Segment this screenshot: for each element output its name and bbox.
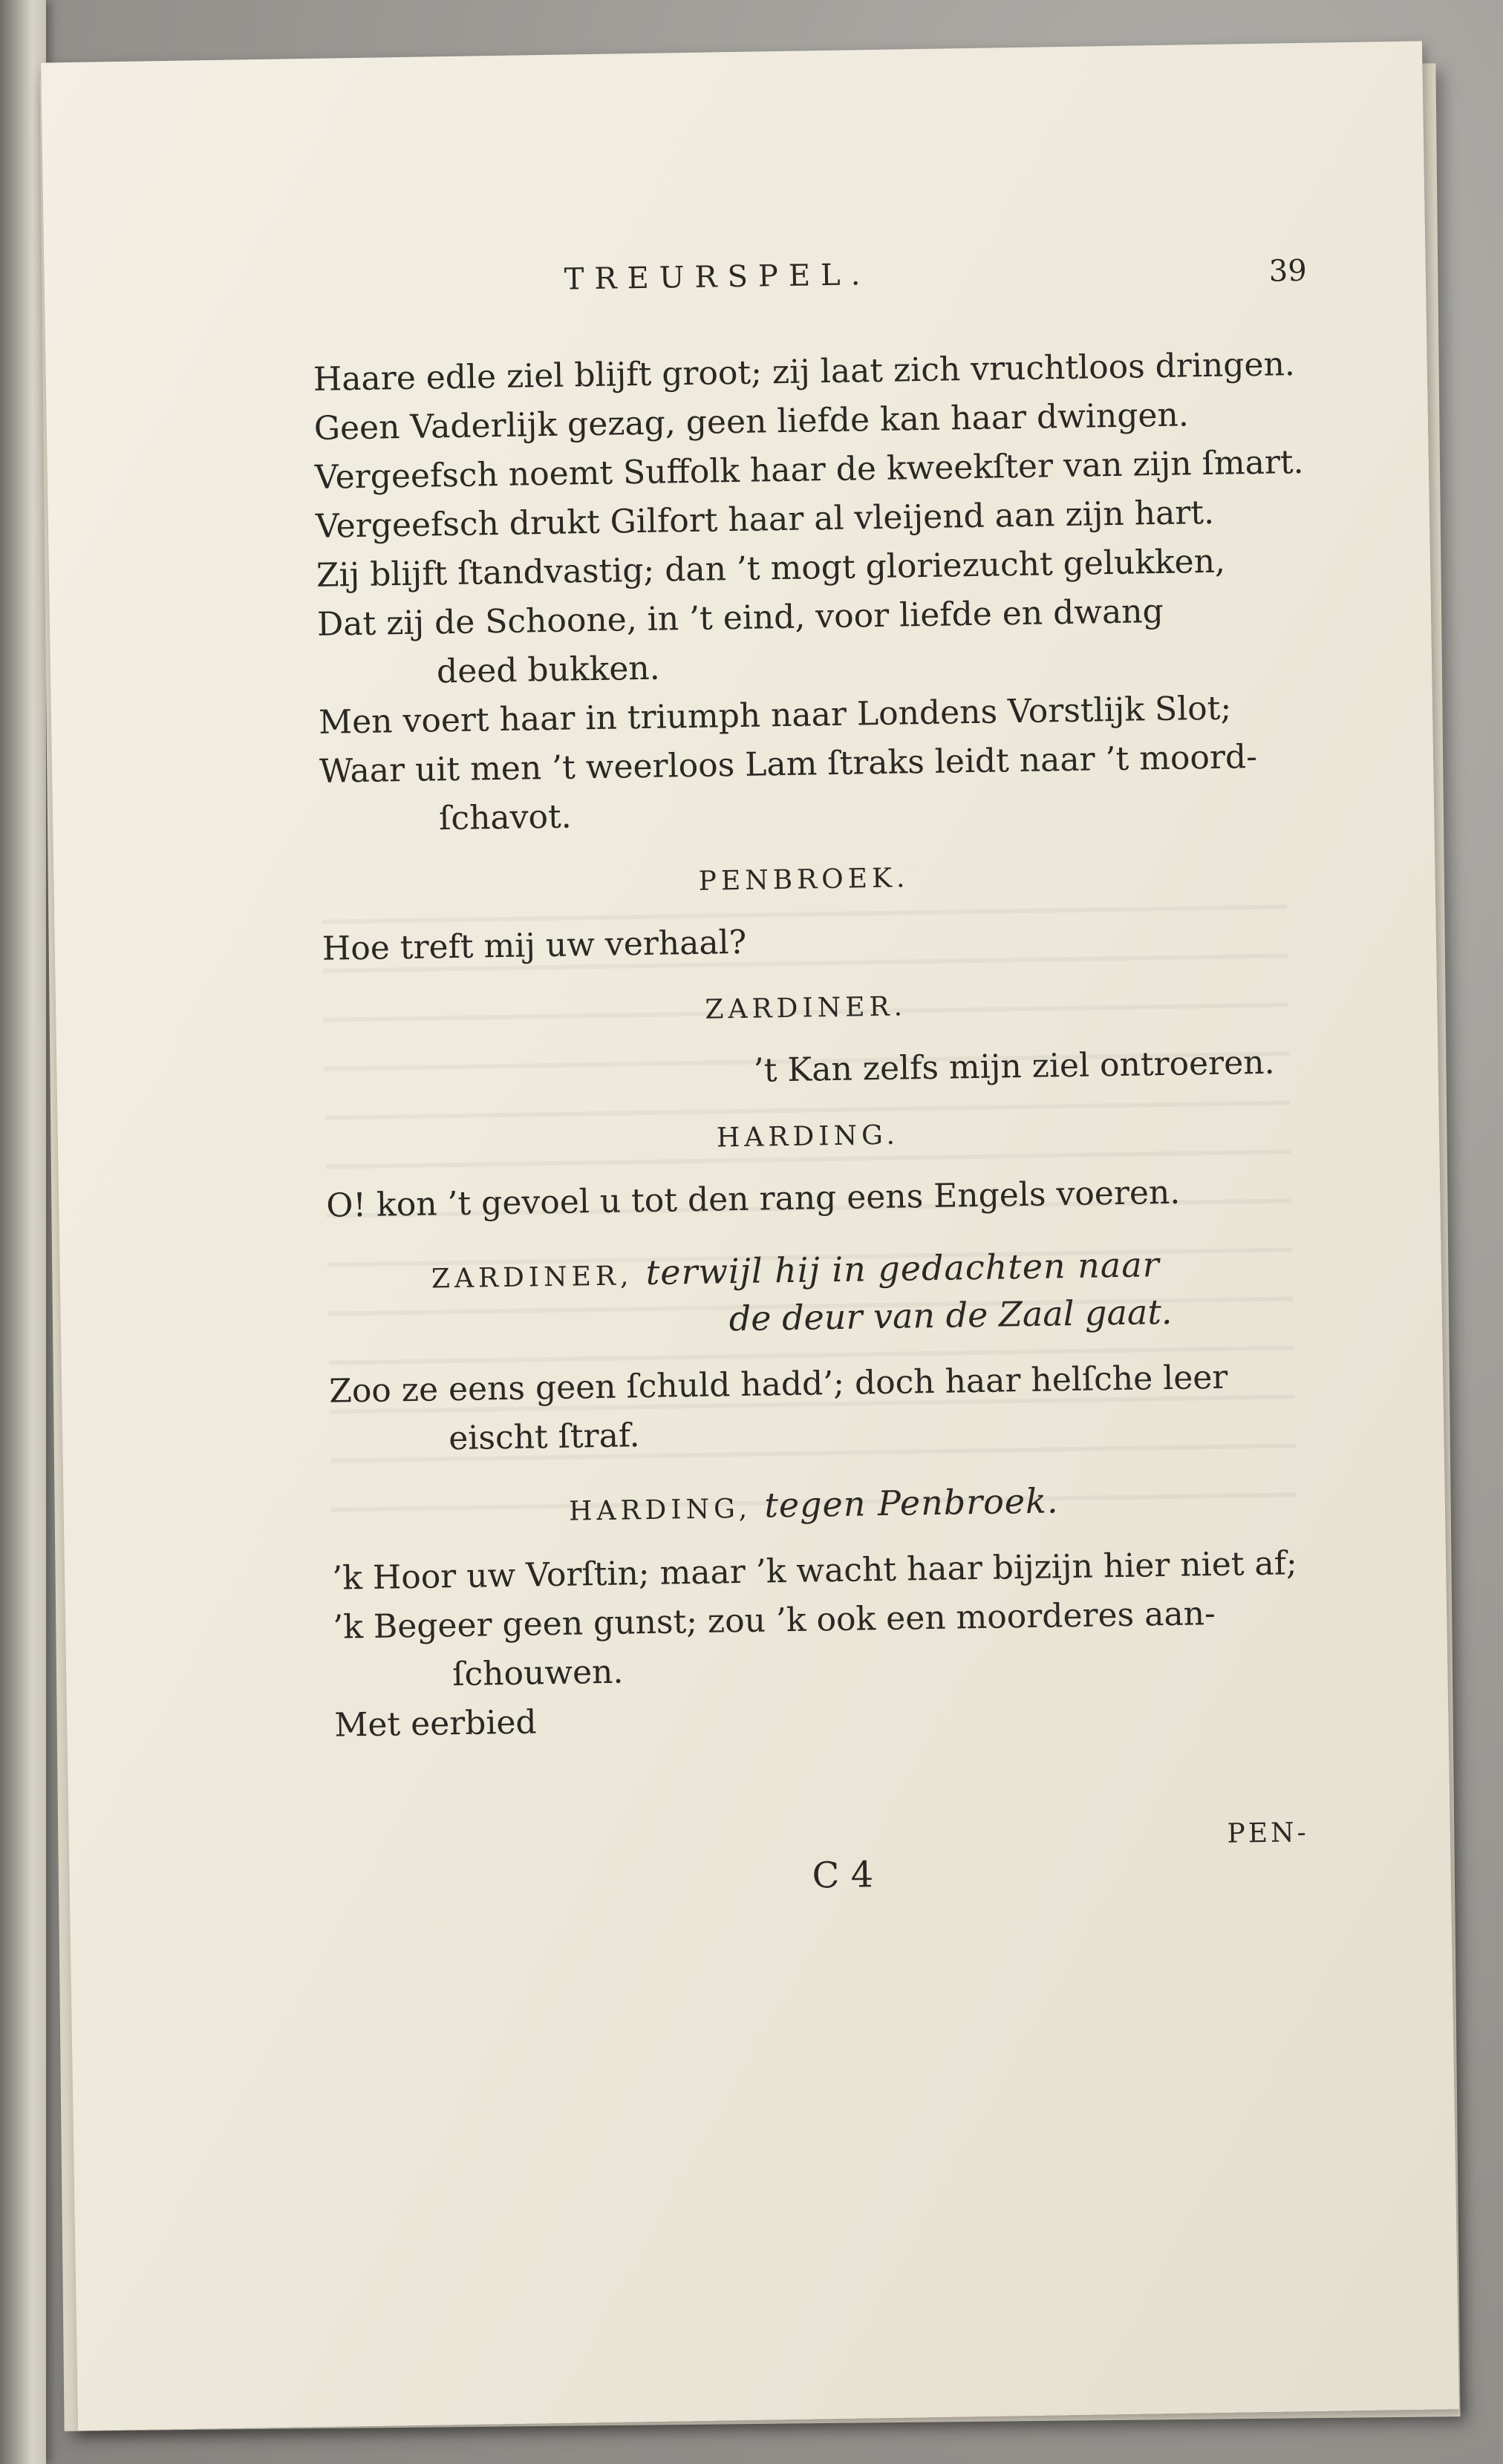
catchword: PEN- — [1227, 1817, 1310, 1849]
verse-line: O! kon ’t gevoel u tot den rang eens Engels voeren. — [325, 1173, 1181, 1225]
stage-direction-continuation: de deur van de Zaal gaat. — [728, 1291, 1173, 1339]
verse-line: Dat zij de Schoone, in ’t eind, voor liefde en dwang — [316, 592, 1164, 644]
page-footer — [69, 1817, 1451, 1918]
stage-direction: tegen Penbroek. — [763, 1480, 1059, 1526]
speaker-name: ZARDINER, — [431, 1261, 633, 1295]
verse-line: Vergeefsch drukt Gilfort haar al vleijend aan zijn hart. — [315, 493, 1215, 546]
running-title: TREURSPEL. — [564, 258, 871, 297]
verse-line: ’k Begeer geen gunst; zou ’k ook een moorderes aan- — [332, 1595, 1216, 1647]
verse-line-continuation: deed bukken. — [436, 649, 661, 691]
verse-line: Geen Vaderlijk gezag, geen liefde kan haar dwingen. — [313, 396, 1190, 448]
verse-line: Hoe treft mij uw verhaal? — [322, 923, 747, 968]
verse-line: ’k Hoor uw Vorſtin; maar ’k wacht haar bijzijn hier niet af; — [331, 1544, 1298, 1598]
verse-line: Zoo ze eens geen ſchuld hadd’; doch haar helſche leer — [328, 1358, 1228, 1411]
speaker-name: HARDING, — [568, 1493, 752, 1527]
verse-line: ’t Kan zelfs mijn ziel ontroeren. — [753, 1043, 1275, 1090]
stage-direction: terwijl hij in gedachten naar — [645, 1244, 1161, 1293]
page-number: 39 — [1268, 253, 1308, 289]
book-page — [41, 41, 1459, 2431]
signature-mark: C 4 — [812, 1854, 874, 1897]
speaker-heading: HARDING. — [716, 1120, 900, 1154]
left-page-edge — [0, 0, 46, 2464]
verse-line-continuation: ſchavot. — [438, 797, 573, 838]
text-block — [313, 340, 1304, 1750]
verse-line-continuation: ſchouwen. — [451, 1653, 624, 1694]
page-header — [45, 249, 1427, 330]
speaker-heading: ZARDINER. — [705, 991, 907, 1025]
speaker-heading — [327, 1242, 1293, 1297]
verse-line: Zij blijft ſtandvastig; dan ’t mogt gloriezucht gelukken, — [316, 542, 1226, 595]
verse-line: Haare edle ziel blijft groot; zij laat zich vruchtloos dringen. — [313, 345, 1296, 399]
verse-line-continuation: eischt ſtraf. — [448, 1416, 640, 1458]
verse-line: Vergeefsch noemt Suffolk haar de kweekſter van zijn ſmart. — [314, 442, 1304, 497]
speaker-heading — [330, 1477, 1297, 1532]
verse-line: Men voert haar in triumph naar Londens Vorstlijk Slot; — [318, 689, 1232, 742]
verse-line: Waar uit men ’t weerloos Lam ſtraks leidt naar ’t moord- — [319, 737, 1258, 791]
speaker-heading: PENBROEK. — [698, 863, 910, 897]
verse-line: Met eerbied — [333, 1703, 538, 1745]
